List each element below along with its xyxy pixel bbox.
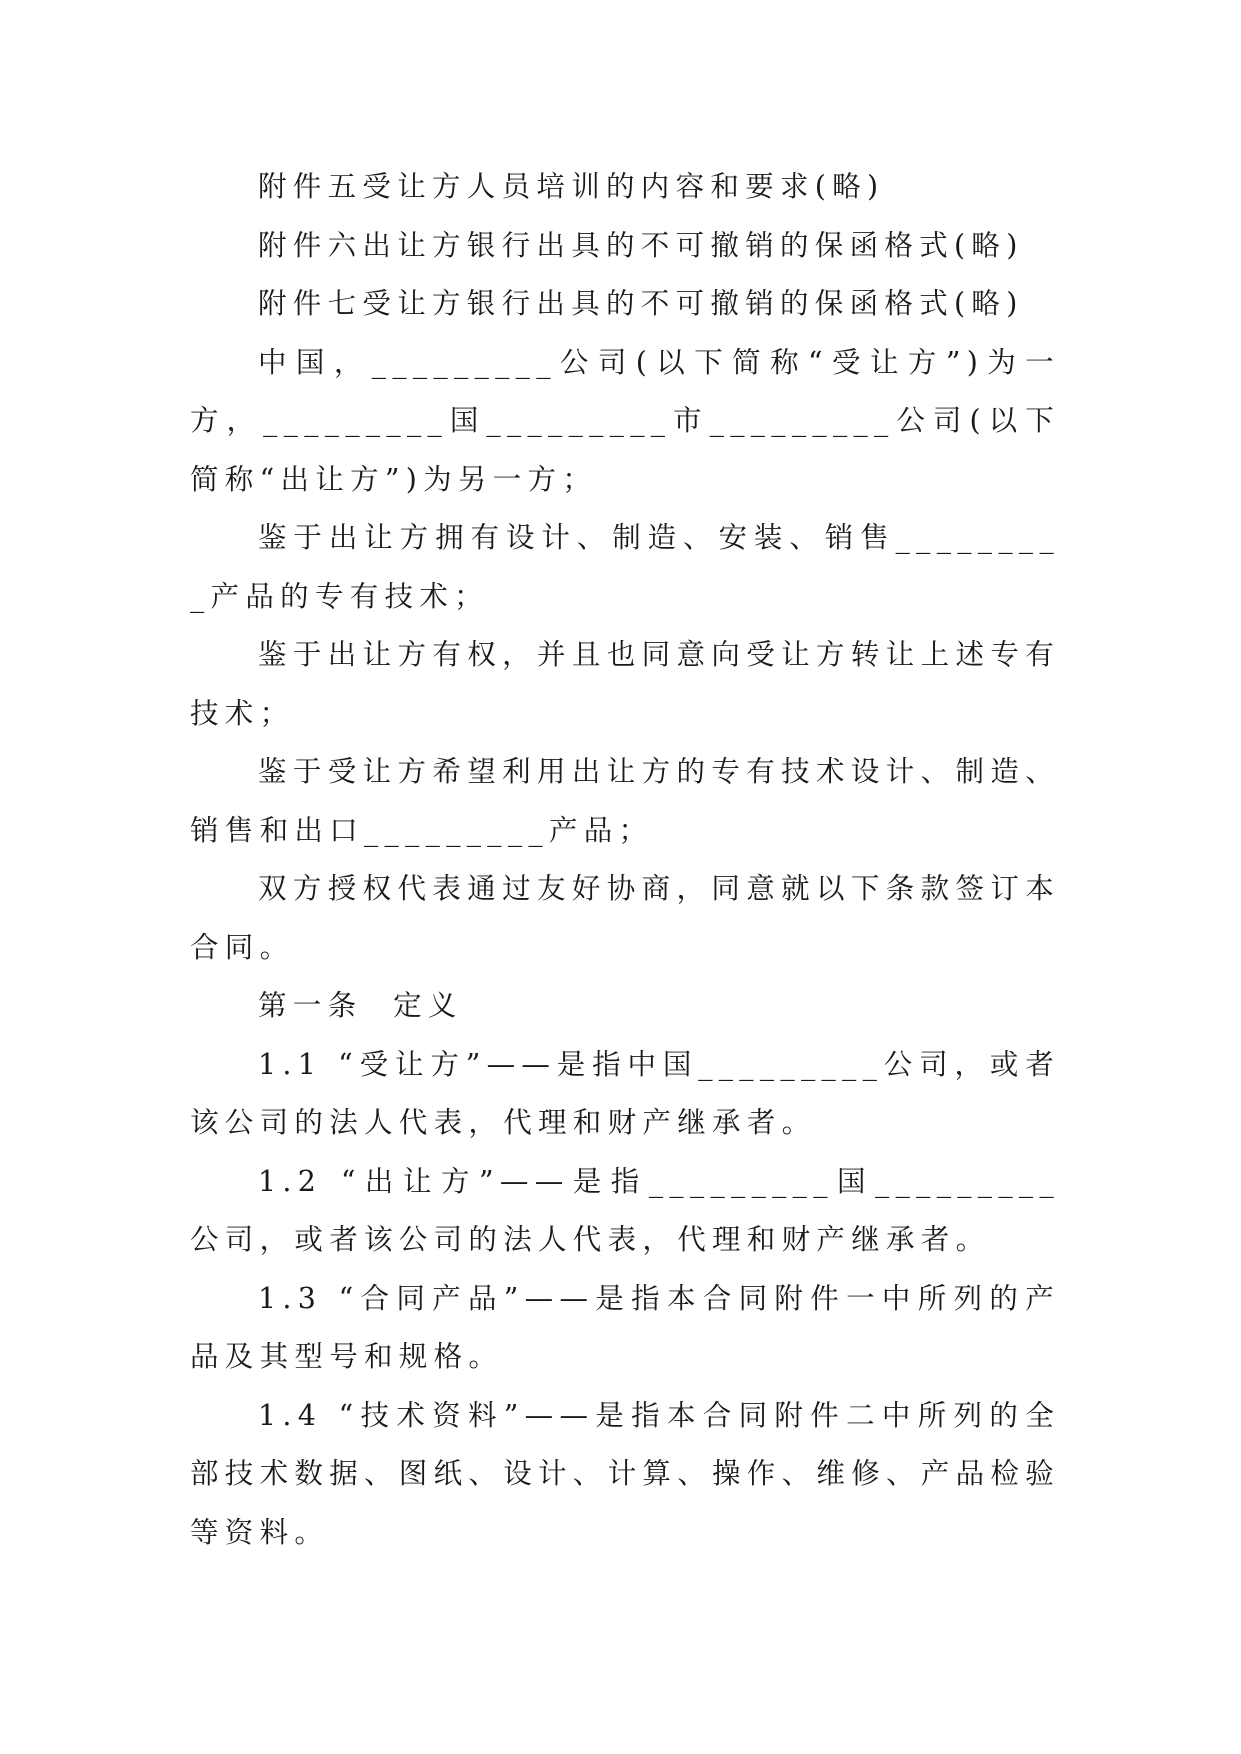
parties-paragraph: 中国，_________公司(以下简称“受让方”)为一方，_________国_________市_________公司(以下简称“出让方”)为另一方； bbox=[190, 345, 1060, 496]
whereas-paragraph-1: 鉴于出让方拥有设计、制造、安装、销售_________产品的专有技术； bbox=[190, 521, 1060, 613]
clause-1-2: 1.2 “出让方”——是指_________国_________公司，或者该公司的法人代表，代理和财产继承者。 bbox=[190, 1164, 1060, 1256]
whereas-paragraph-3: 鉴于受让方希望利用出让方的专有技术设计、制造、销售和出口_________产品； bbox=[190, 755, 1060, 847]
clause-1-1: 1.1 “受让方”——是指中国_________公司，或者该公司的法人代表，代理和财产继承者。 bbox=[190, 1047, 1060, 1139]
attachment-5-line: 附件五受让方人员培训的内容和要求(略) bbox=[258, 170, 885, 203]
attachment-7-line: 附件七受让方银行出具的不可撤销的保函格式(略) bbox=[258, 287, 1024, 320]
attachment-6-line: 附件六出让方银行出具的不可撤销的保函格式(略) bbox=[258, 228, 1024, 262]
clause-1-3: 1.3 “合同产品”——是指本合同附件一中所列的产品及其型号和规格。 bbox=[190, 1281, 1060, 1373]
clause-1-4: 1.4 “技术资料”——是指本合同附件二中所列的全部技术数据、图纸、设计、计算、操作、维修、产品检验等资料。 bbox=[190, 1398, 1061, 1549]
article-1-heading: 第一条 定义 bbox=[258, 989, 463, 1022]
agreement-paragraph: 双方授权代表通过友好协商，同意就以下条款签订本合同。 bbox=[190, 872, 1060, 964]
document-body bbox=[190, 158, 1060, 1562]
whereas-paragraph-2: 鉴于出让方有权，并且也同意向受让方转让上述专有技术； bbox=[190, 638, 1060, 730]
